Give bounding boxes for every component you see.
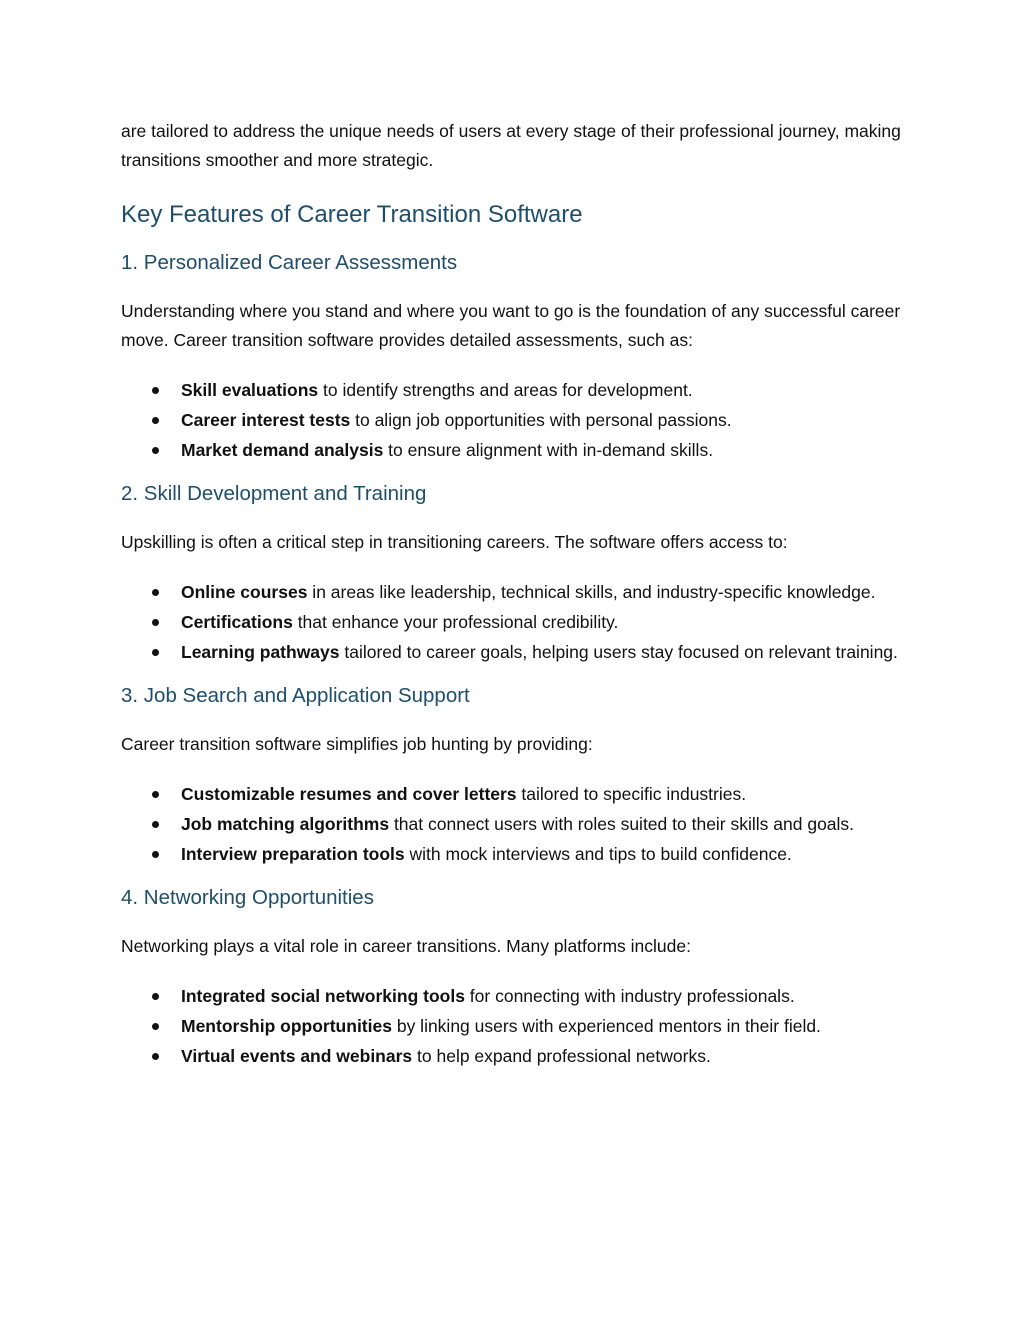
bullet-icon <box>152 447 159 454</box>
list-item <box>121 840 911 869</box>
list-item <box>121 1012 911 1041</box>
item-text: that enhance your professional credibility. <box>292 612 619 632</box>
item-text: to align job opportunities with personal passions. <box>350 410 732 430</box>
item-bold: Integrated social networking tools <box>181 986 465 1006</box>
subsection-text: Networking plays a vital role in career transitions. Many platforms include: <box>121 936 691 956</box>
item-text: to help expand professional networks. <box>412 1046 711 1066</box>
item-text: to identify strengths and areas for development. <box>318 380 693 400</box>
intro-paragraph: are tailored to address the unique needs of users at every stage of their professional journey, making transitions smoother and more strategic. <box>121 121 901 170</box>
subsection-text: Upskilling is often a critical step in transitioning careers. The software offers access to: <box>121 532 788 552</box>
subsection-title: 3. Job Search and Application Support <box>121 684 470 707</box>
list-item <box>121 608 911 637</box>
bullet-icon <box>152 649 159 656</box>
bullet-icon <box>152 1053 159 1060</box>
item-bold: Learning pathways <box>181 642 340 662</box>
item-text: tailored to specific industries. <box>516 784 747 804</box>
item-bold: Job matching algorithms <box>181 814 390 834</box>
list-item <box>121 810 911 839</box>
item-bold: Virtual events and webinars <box>181 1046 413 1066</box>
bullet-list <box>121 982 911 1071</box>
bullet-icon <box>152 1023 159 1030</box>
bullet-icon <box>152 417 159 424</box>
bullet-icon <box>152 993 159 1000</box>
list-item <box>121 578 911 607</box>
bullet-list <box>121 780 911 869</box>
item-bold: Skill evaluations <box>181 380 319 400</box>
item-bold: Interview preparation tools <box>181 844 405 864</box>
item-text: tailored to career goals, helping users stay focused on relevant training. <box>339 642 898 662</box>
bullet-icon <box>152 619 159 626</box>
item-bold: Online courses <box>181 582 308 602</box>
item-bold: Market demand analysis <box>181 440 384 460</box>
subsection-text: Career transition software simplifies job hunting by providing: <box>121 734 593 754</box>
document-page <box>121 117 911 1072</box>
item-text: with mock interviews and tips to build confidence. <box>404 844 792 864</box>
item-text: that connect users with roles suited to their skills and goals. <box>389 814 855 834</box>
bullet-icon <box>152 821 159 828</box>
subsection-title: 1. Personalized Career Assessments <box>121 251 458 274</box>
subsection-title: 4. Networking Opportunities <box>121 886 374 909</box>
list-item <box>121 638 911 667</box>
item-text: in areas like leadership, technical skills, and industry-specific knowledge. <box>307 582 876 602</box>
item-text: by linking users with experienced mentors in their field. <box>391 1016 821 1036</box>
bullet-list <box>121 578 911 667</box>
bullet-icon <box>152 851 159 858</box>
list-item <box>121 982 911 1011</box>
bullet-icon <box>152 791 159 798</box>
item-bold: Mentorship opportunities <box>181 1016 392 1036</box>
section-heading: Key Features of Career Transition Software <box>121 201 583 228</box>
item-text: for connecting with industry professionals. <box>464 986 795 1006</box>
subsection-text: Understanding where you stand and where you want to go is the foundation of any successful career move. Career transition software provides detailed assessments, such as: <box>121 301 901 350</box>
item-text: to ensure alignment with in-demand skills. <box>383 440 714 460</box>
subsection-title: 2. Skill Development and Training <box>121 482 427 505</box>
list-item <box>121 436 911 465</box>
list-item <box>121 780 911 809</box>
list-item <box>121 406 911 435</box>
list-item <box>121 1042 911 1071</box>
item-bold: Customizable resumes and cover letters <box>181 784 517 804</box>
item-bold: Career interest tests <box>181 410 351 430</box>
bullet-icon <box>152 589 159 596</box>
bullet-icon <box>152 387 159 394</box>
item-bold: Certifications <box>181 612 293 632</box>
bullet-list <box>121 376 911 465</box>
list-item <box>121 376 911 405</box>
